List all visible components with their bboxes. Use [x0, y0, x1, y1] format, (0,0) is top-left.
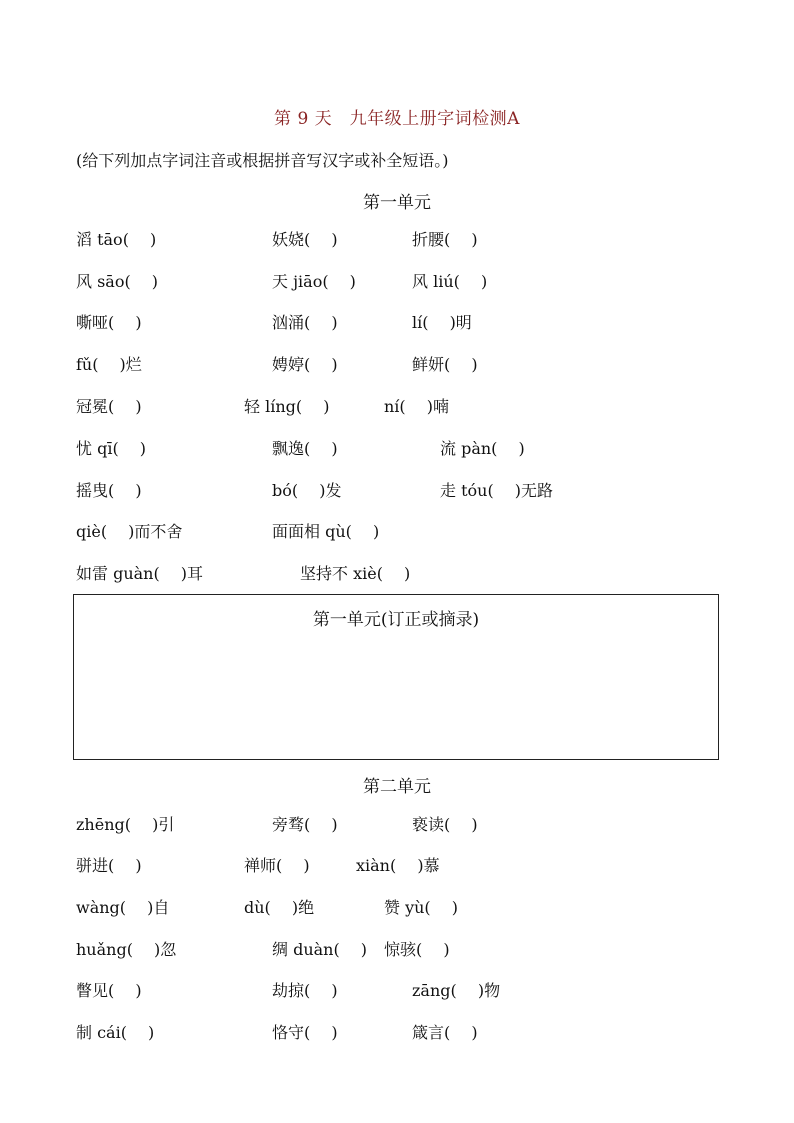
vocab-item: 走 tóu( )无路 — [440, 481, 554, 500]
vocab-item: 天 jiāo( ) — [272, 272, 356, 291]
vocab-item: 亵读( ) — [412, 815, 478, 834]
unit2-row-4 — [0, 938, 794, 962]
vocab-item: 流 pàn( ) — [440, 439, 525, 458]
unit1-row-5 — [0, 395, 794, 419]
unit1-row-1 — [0, 228, 794, 252]
unit1-row-2 — [0, 270, 794, 294]
vocab-item: 折腰( ) — [412, 230, 478, 249]
vocab-item: wàng( )自 — [76, 898, 170, 917]
vocab-item: 如雷 guàn( )耳 — [76, 564, 204, 583]
vocab-item: 箴言( ) — [412, 1023, 478, 1042]
vocab-item: 风 sāo( ) — [76, 272, 159, 291]
vocab-item: 瞥见( ) — [76, 981, 142, 1000]
vocab-item: 嘶哑( ) — [76, 313, 142, 332]
vocab-item: 绸 duàn( ) — [272, 940, 368, 959]
vocab-item: 面面相 qù( ) — [272, 522, 380, 541]
vocab-item: zāng( )物 — [412, 981, 501, 1000]
vocab-item: huǎng( )忽 — [76, 940, 177, 959]
unit2-row-2 — [0, 854, 794, 878]
vocab-item: 禅师( ) — [244, 856, 310, 875]
unit1-row-6 — [0, 437, 794, 461]
unit1-row-3 — [0, 311, 794, 335]
unit2-row-6 — [0, 1021, 794, 1045]
vocab-item: 风 liú( ) — [412, 272, 488, 291]
vocab-item: xiàn( )慕 — [356, 856, 440, 875]
unit1-correction-box[interactable] — [73, 594, 719, 760]
vocab-item: fǔ( )烂 — [76, 355, 142, 374]
unit1-row-8 — [0, 520, 794, 544]
unit1-row-4 — [0, 353, 794, 377]
vocab-item: 汹涌( ) — [272, 313, 338, 332]
vocab-item: 旁骛( ) — [272, 815, 338, 834]
vocab-item: 飘逸( ) — [272, 439, 338, 458]
vocab-item: ní( )喃 — [384, 397, 449, 416]
vocab-item: qiè( )而不舍 — [76, 522, 183, 541]
vocab-item: 骈进( ) — [76, 856, 142, 875]
unit1-row-7 — [0, 479, 794, 503]
vocab-item: 滔 tāo( ) — [76, 230, 157, 249]
vocab-item: 坚持不 xiè( ) — [300, 564, 411, 583]
vocab-item: 恪守( ) — [272, 1023, 338, 1042]
unit1-row-9 — [0, 562, 794, 586]
vocab-item: 惊骇( ) — [384, 940, 450, 959]
vocab-item: 制 cái( ) — [76, 1023, 155, 1042]
instructions: (给下列加点字词注音或根据拼音写汉字或补全短语。) — [76, 151, 449, 170]
vocab-item: 劫掠( ) — [272, 981, 338, 1000]
unit2-row-3 — [0, 896, 794, 920]
vocab-item: 摇曳( ) — [76, 481, 142, 500]
vocab-item: lí( )明 — [412, 313, 472, 332]
correction-box-title: 第一单元(订正或摘录) — [312, 610, 480, 630]
vocab-item: 妖娆( ) — [272, 230, 338, 249]
vocab-item: 忧 qī( ) — [76, 439, 147, 458]
vocab-item: 冠冕( ) — [76, 397, 142, 416]
vocab-item: 娉婷( ) — [272, 355, 338, 374]
unit1-heading: 第一单元 — [363, 193, 431, 213]
vocab-item: 鲜妍( ) — [412, 355, 478, 374]
vocab-item: zhēng( )引 — [76, 815, 175, 834]
unit2-row-1 — [0, 813, 794, 837]
vocab-item: dù( )绝 — [244, 898, 315, 917]
vocab-item: bó( )发 — [272, 481, 342, 500]
unit2-heading: 第二单元 — [363, 777, 431, 797]
vocab-item: 轻 líng( ) — [244, 397, 330, 416]
unit2-row-5 — [0, 979, 794, 1003]
page-title: 第 9 天 九年级上册字词检测A — [274, 109, 520, 129]
vocab-item: 赞 yù( ) — [384, 898, 459, 917]
